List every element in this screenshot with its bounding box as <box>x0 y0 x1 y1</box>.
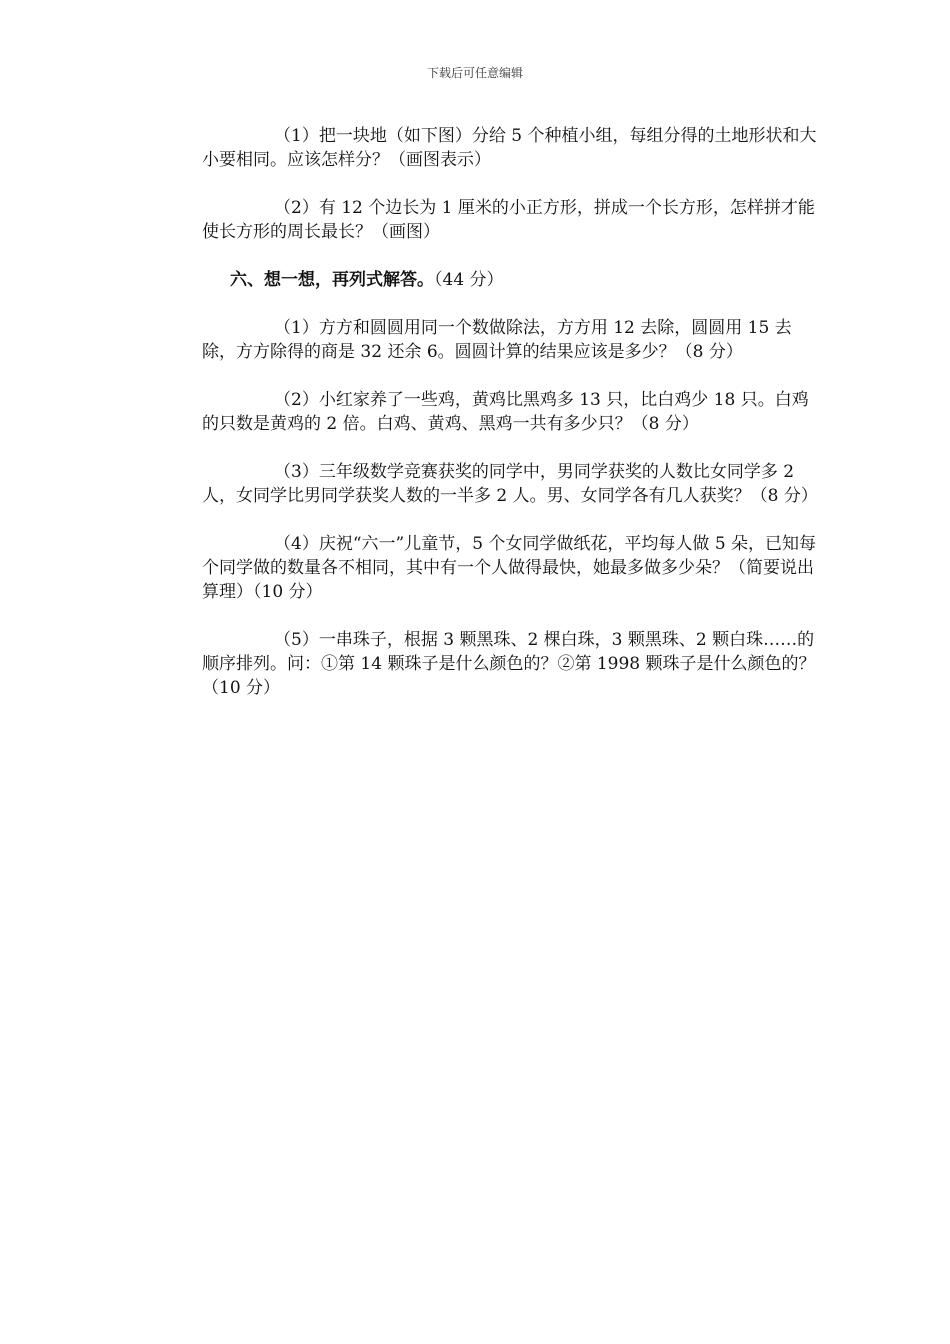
question-5-1: （1）把一块地（如下图）分给 5 个种植小组，每组分得的土地形状和大小要相同。应该怎样分？（画图表示） <box>202 126 817 170</box>
question-6-2: （2）小红家养了一些鸡，黄鸡比黑鸡多 13 只，比白鸡少 18 只。白鸡的只数是黄鸡的 2 倍。白鸡、黄鸡、黑鸡一共有多少只？（8 分） <box>202 390 809 434</box>
section-6-score: （44 分） <box>434 270 504 290</box>
question-6-5: （5）一串珠子，根据 3 颗黑珠、2 棵白珠，3 颗黑珠、2 颗白珠……的顺序排列。问：①第 14 颗珠子是什么颜色的？②第 1998 颗珠子是什么颜色的？（10 分） <box>202 630 816 698</box>
question-6-1: （1）方方和圆圆用同一个数做除法，方方用 12 去除，圆圆用 15 去除，方方除得的商是 32 还余 6。圆圆计算的结果应该是多少？（8 分） <box>202 318 792 362</box>
question-6-4: （4）庆祝“六一”儿童节，5 个女同学做纸花，平均每人做 5 朵，已知每个同学做的数量各不相同，其中有一个人做得最快，她最多做多少朵？（简要说出算理）（10 分） <box>202 534 817 602</box>
document-body <box>202 124 822 724</box>
section-6-heading <box>202 268 822 292</box>
question-5-2: （2）有 12 个边长为 1 厘米的小正方形，拼成一个长方形，怎样拼才能使长方形的周长最长？（画图） <box>202 198 815 242</box>
question-6-3: （3）三年级数学竞赛获奖的同学中，男同学获奖的人数比女同学多 2 人，女同学比男同学获奖人数的一半多 2 人。男、女同学各有几人获奖？（8 分） <box>202 462 818 506</box>
page-header: 下载后可任意编辑 <box>426 66 523 80</box>
section-6-title: 六、想一想，再列式解答。 <box>230 270 434 290</box>
